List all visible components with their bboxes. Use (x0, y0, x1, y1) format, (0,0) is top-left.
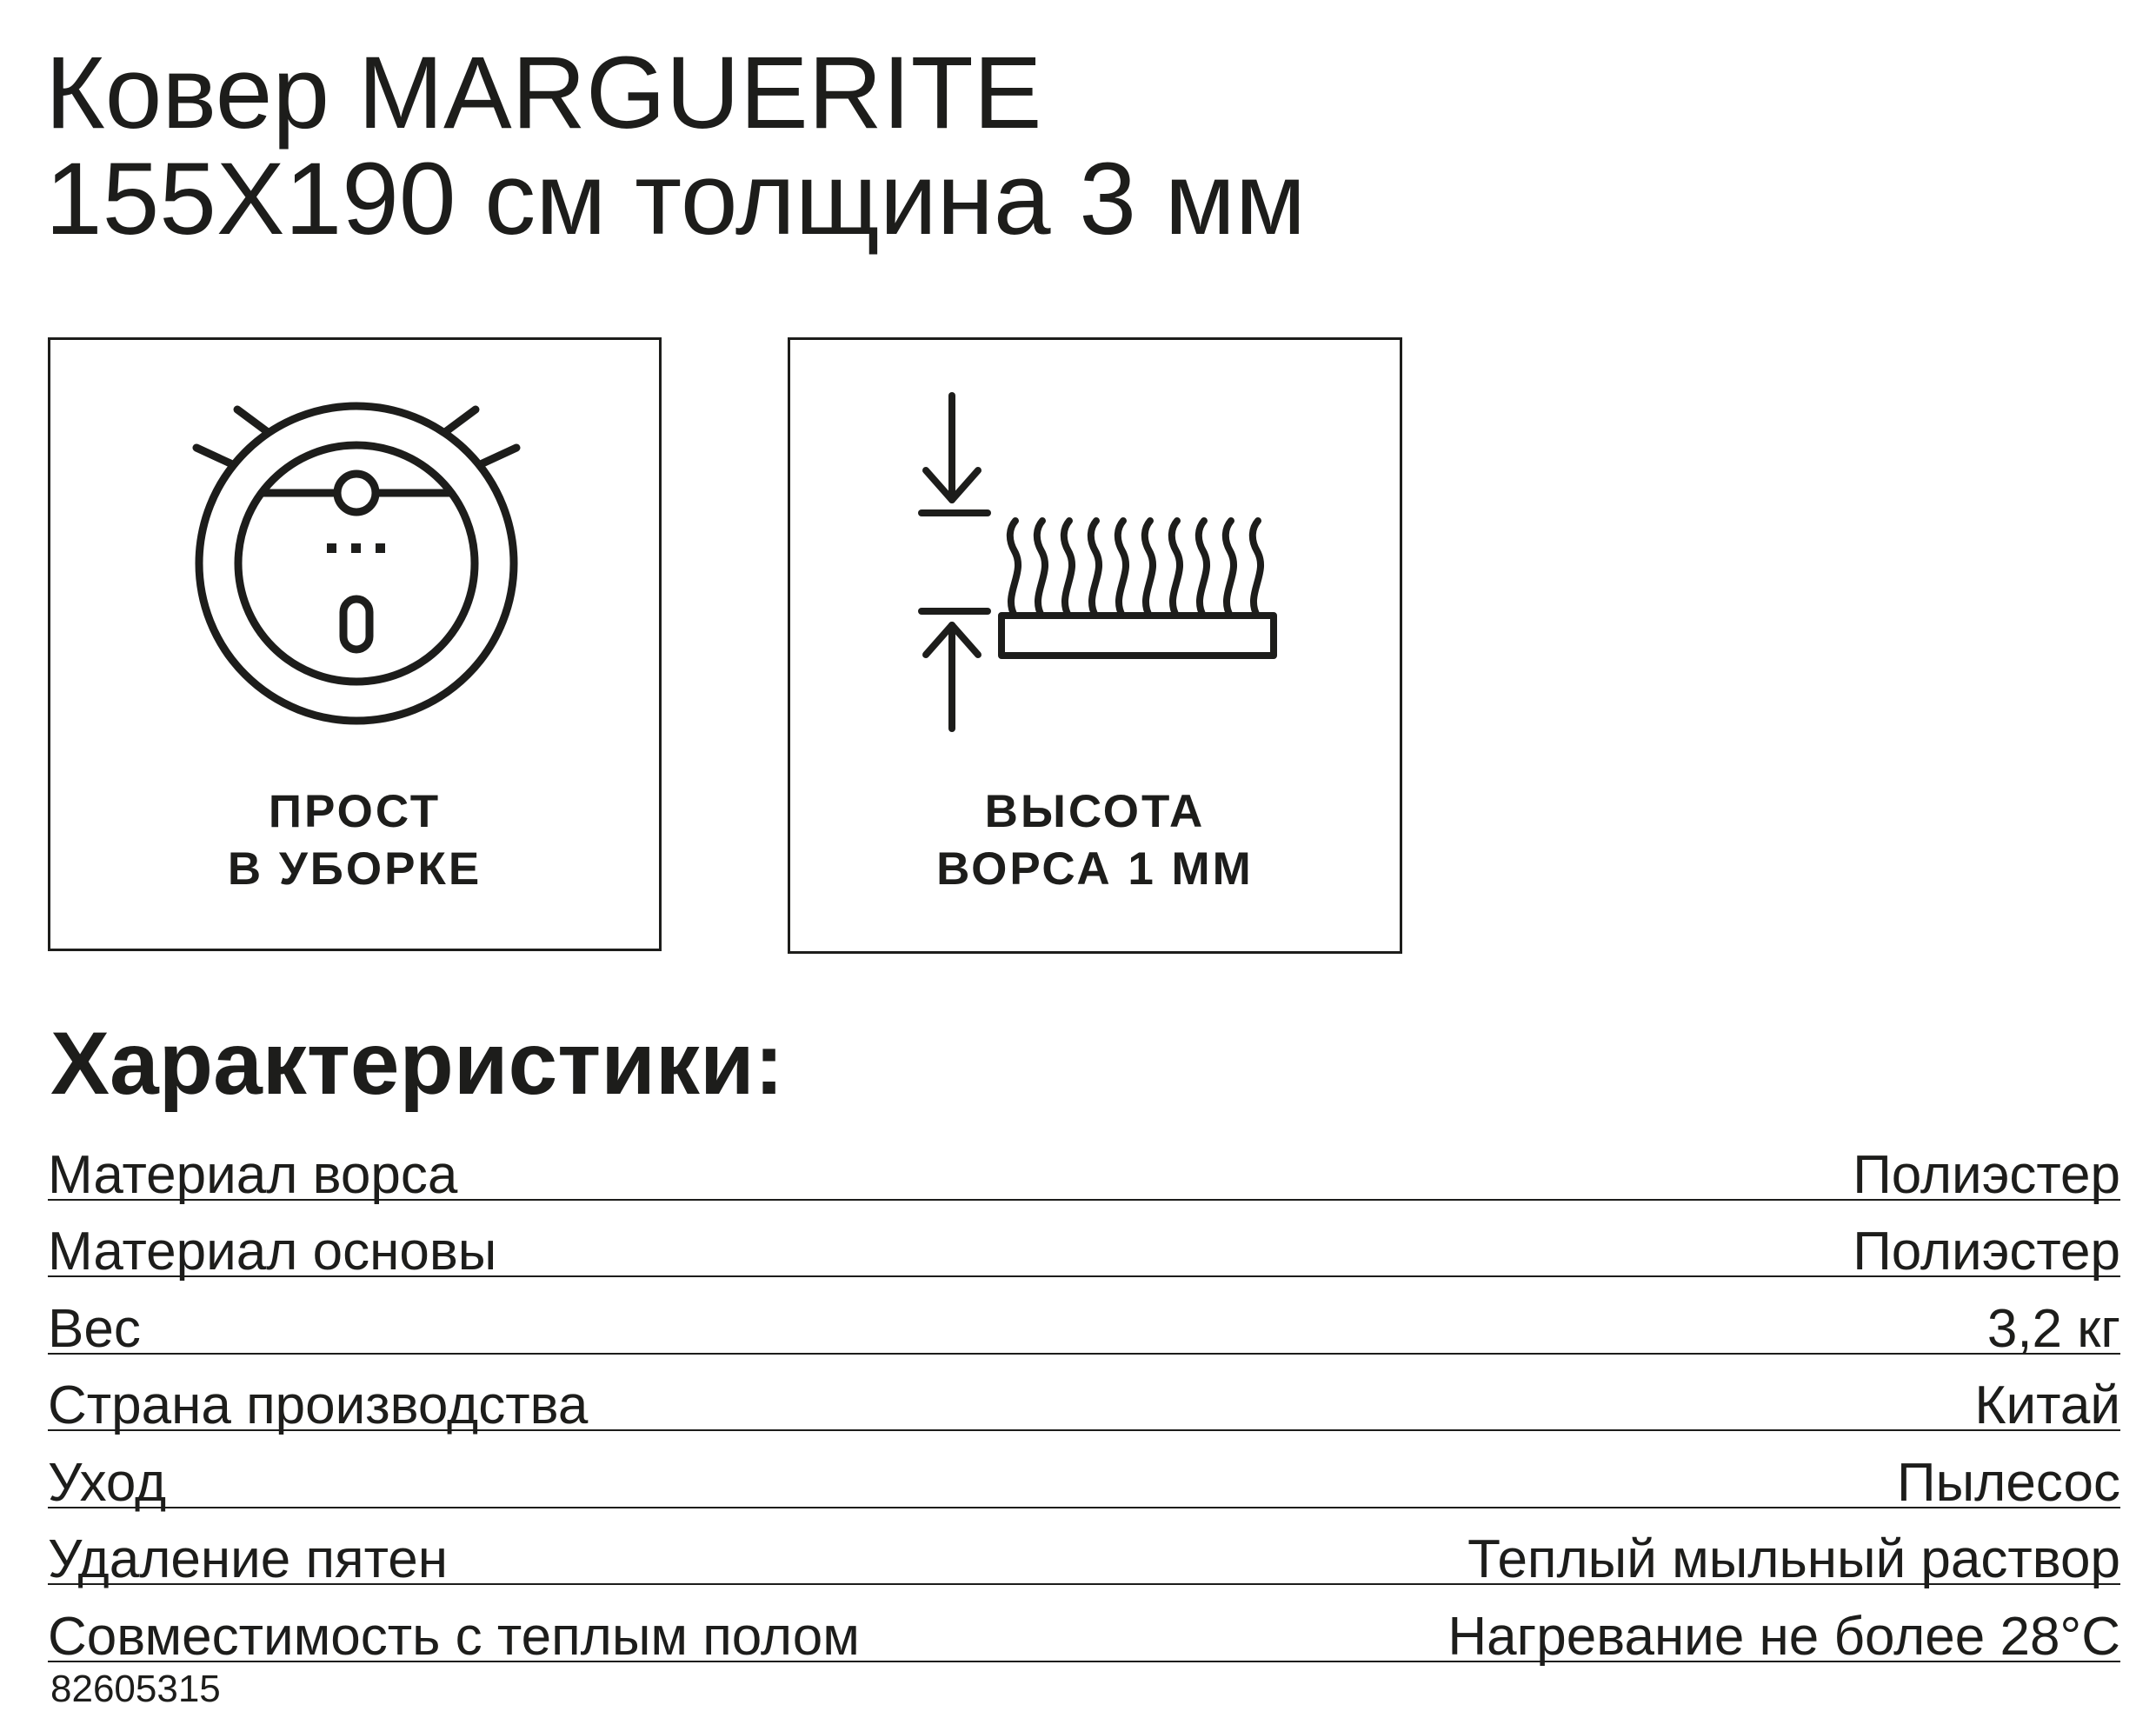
spec-name: Материал основы (48, 1222, 497, 1282)
specs-heading: Характеристики: (50, 1014, 784, 1113)
specs-table (48, 1123, 2120, 1667)
article-number: 82605315 (50, 1668, 221, 1710)
spec-value: Китай (1974, 1375, 2120, 1435)
spec-name: Удаление пятен (48, 1529, 449, 1589)
spec-row (48, 1277, 2120, 1359)
spec-value: Полиэстер (1853, 1144, 2120, 1205)
spec-name: Страна производства (48, 1375, 589, 1435)
product-title (45, 36, 1306, 256)
spec-row (48, 1123, 2120, 1205)
spec-row (48, 1201, 2120, 1282)
feature-card-pile-height (788, 337, 1402, 954)
spec-value: Полиэстер (1853, 1222, 2120, 1282)
spec-value: 3,2 кг (1986, 1298, 2120, 1359)
spec-row (48, 1431, 2120, 1513)
feature-label-easy-cleaning: ПРОСТ В УБОРКЕ (227, 786, 482, 895)
spec-row (48, 1508, 2120, 1589)
spec-name: Совместимость с теплым полом (48, 1606, 860, 1667)
product-title-line1: Ковер MARGUERITE (45, 36, 1042, 150)
product-title-line2: 155Х190 см толщина 3 мм (45, 142, 1306, 256)
spec-row (48, 1355, 2120, 1435)
feature-label-pile-height: ВЫСОТА ВОРСА 1 ММ (936, 786, 1254, 895)
spec-name: Материал ворса (48, 1144, 458, 1205)
spec-value: Пылесос (1897, 1452, 2120, 1513)
spec-value: Нагревание не более 28°С (1447, 1606, 2120, 1667)
spec-row (48, 1585, 2120, 1667)
spec-name: Вес (48, 1298, 141, 1359)
spec-name: Уход (48, 1452, 167, 1513)
feature-card-easy-cleaning (48, 337, 662, 951)
spec-value: Теплый мыльный раствор (1467, 1529, 2120, 1589)
